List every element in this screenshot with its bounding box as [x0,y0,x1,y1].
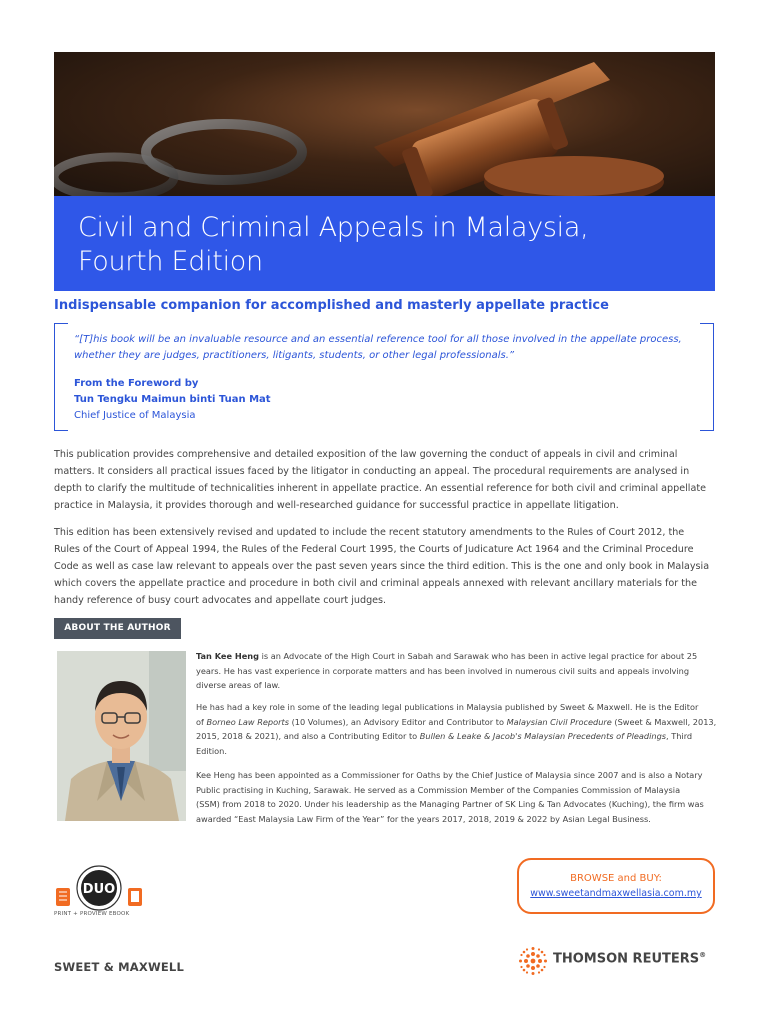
bio-line: Public practising in Kuching, Sarawak. He served as a Commission Member of the Companies Commission of Malaysia [196,784,681,795]
description-paragraph [54,446,715,514]
book-title-line-1: Civil and Criminal Appeals in Malaysia, [78,212,589,243]
publication-title: Borneo Law Reports [206,716,289,727]
publication-title: Bullen & Leake & Jacob's Malaysian Precedents of Pleadings [419,731,667,741]
duo-logo-text: DUO [82,882,116,897]
author-portrait-illustration [57,651,186,821]
paragraph-line: depth to clarify the multitude of technicalities inherent in appellate practice. An essential reference for both civil and criminal appellate [54,483,707,494]
author-name: Tan Kee Heng [196,651,259,661]
paragraph-line: This publication provides comprehensive and detailed exposition of the law governing the conduct of appeals in civil and criminal [54,449,678,460]
edition-paragraph [54,524,715,609]
bio-line: Kee Heng has been appointed as a Commissioner for Oaths by the Chief Justice of Malaysia since 2007 and is also a Notary [196,770,703,780]
bio-line: He has had a key role in some of the leading legal publications in Malaysia published by Sweet & Maxwell. He is the Editor [196,702,699,712]
foreword-name: Tun Tengku Maimun binti Tuan Mat [74,394,271,405]
publisher-logo: SWEET & MAXWELL [54,960,184,974]
browse-label: BROWSE and BUY: [570,873,662,884]
bio-line: awarded “East Malaysia Law Firm of the Year” for the years 2017, 2018, 2019 & 2022 by Asian Legal Business. [196,813,651,824]
store-link[interactable]: www.sweetandmaxwellasia.com.my [530,888,702,899]
quote-bracket-top-left [54,323,68,334]
duo-badge-icon [54,858,144,914]
registered-mark: ® [699,951,707,959]
paragraph-line: which covers the appellate practice and procedure in both civil and criminal appeals annexed with relevant ancillary materials for the [54,578,698,589]
bio-text: (Sweet & Maxwell, 2013, [611,716,717,727]
duo-caption: PRINT + PROVIEW EBOOK [54,911,130,917]
browse-box [517,858,715,914]
quote-bracket-right [713,333,714,420]
paragraph-line: This edition has been extensively revised and updated to include the recent statutory amendments to the Rules of Court 2012, the [54,527,685,538]
quote-line: “[T]his book will be an invaluable resource and an essential reference tool for all those involved in the appellate process, [74,334,682,345]
bio-line: Edition. [196,745,227,756]
bio-line [196,715,715,730]
paragraph-line: Code as well as case law relevant to appeals over the past seven years since the third edition. This is the one and only book in Malaysia [54,561,710,572]
foreword-role: Chief Justice of Malaysia [74,410,196,421]
bio-line: (SSM) from 2018 to 2020. Under his leadership as the Managing Partner of SK Ling & Tan Advocates (Kuching), the firm was [196,799,704,809]
quote-line: whether they are judges, practitioners, litigants, students, or other legal professionals.” [74,350,515,361]
publication-title: Malaysian Civil Procedure [506,716,612,727]
paragraph-line: Rules of the Court of Appeal 1994, the Rules of the Federal Court 1995, the Courts of Judicature Act 1964 and the Criminal Procedure [54,544,694,555]
thomson-reuters-icon [518,946,548,976]
quote-bracket-bottom-right [700,420,714,431]
bio-line [196,729,715,744]
paragraph-line: matters. It considers all practical issues faced by the litigator in conducting an appeal. The procedural requirements are analysed in [54,466,690,477]
brand-name: THOMSON REUTERS [553,951,700,967]
author-bio-paragraph-1 [196,649,715,693]
subtitle: Indispensable companion for accomplished and masterly appellate practice [54,298,609,313]
bio-text: , Third [666,731,693,741]
about-author-tab: ABOUT THE AUTHOR [54,618,181,639]
bio-text: of [196,716,207,727]
author-bio-paragraph-3 [196,768,715,826]
title-band [54,196,715,291]
bio-line: years. He has vast experience in corporate matters and has been involved in numerous civil suits and appeals involving [196,665,690,676]
foreword-quote [74,332,699,364]
book-title-line-2: Fourth Edition [78,246,263,277]
hero-image [54,52,715,197]
bio-line [196,649,715,664]
author-photo [57,651,186,821]
bio-text: (10 Volumes), an Advisory Editor and Contributor to [288,716,507,727]
thomson-reuters-wordmark [553,951,706,966]
gavel-illustration [54,52,715,197]
author-bio-paragraph-2 [196,700,715,758]
paragraph-line: handy reference of busy court advocates and appellate court judges. [54,595,387,606]
quote-bracket-left [54,333,55,420]
paragraph-line: practice in Malaysia, it provides thorough and well-researched guidance for successful practice in appellate litigation. [54,500,619,511]
bio-text: is an Advocate of the High Court in Sabah and Sarawak who has been in active legal practice for about 25 [258,651,698,661]
foreword-by: From the Foreword by [74,378,199,389]
bio-text: 2015, 2018 & 2021), and also a Contributing Editor to [196,731,420,741]
quote-bracket-top-right [700,323,714,334]
quote-bracket-bottom-left [54,420,68,431]
bio-line: diverse areas of law. [196,680,281,690]
duo-logo [54,858,144,914]
